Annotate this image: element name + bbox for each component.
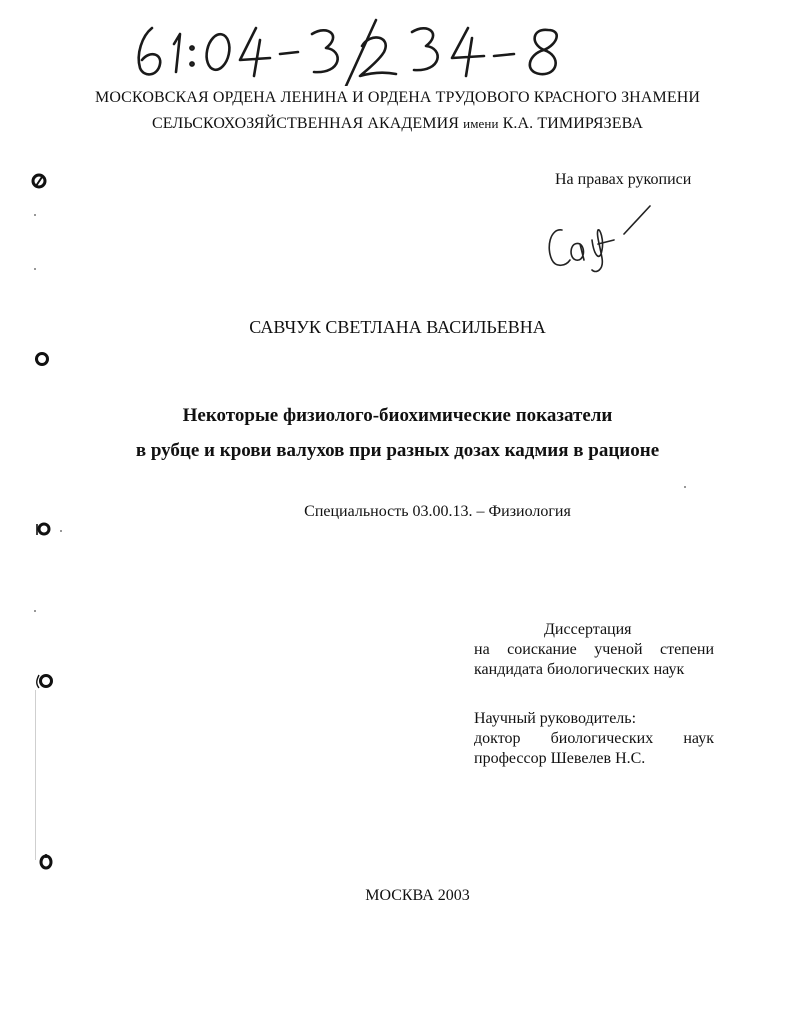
author-name: САВЧУК СВЕТЛАНА ВАСИЛЬЕВНА bbox=[249, 317, 546, 337]
supervisor-heading: Научный руководитель: bbox=[474, 710, 637, 727]
dissertation-info-block bbox=[474, 620, 714, 680]
dissertation-heading: Диссертация bbox=[544, 621, 632, 638]
scan-speck bbox=[34, 214, 36, 216]
institution-academy-name: СЕЛЬСКОХОЗЯЙСТВЕННАЯ АКАДЕМИЯ bbox=[151, 115, 460, 132]
binding-hole-mark-icon bbox=[36, 852, 54, 870]
binding-hole-mark-icon bbox=[34, 520, 52, 538]
scan-speck bbox=[34, 610, 36, 612]
manuscript-rights-note: На правах рукописи bbox=[555, 171, 692, 188]
specialty-line: Специальность 03.00.13. – Физиология bbox=[304, 503, 571, 520]
dissertation-degree-line: на соискание ученой степени bbox=[474, 641, 714, 658]
scan-margin-line bbox=[35, 690, 36, 860]
supervisor-info-block bbox=[474, 709, 714, 769]
binding-hole-mark-icon bbox=[30, 172, 48, 190]
institution-imeni: имени bbox=[463, 116, 499, 131]
institution-name-line-1: МОСКОВСКАЯ ОРДЕНА ЛЕНИНА И ОРДЕНА ТРУДОВОГО КРАСНОГО ЗНАМЕНИ bbox=[95, 89, 700, 106]
dissertation-title-line-1: Некоторые физиолого-биохимические показатели bbox=[182, 405, 613, 426]
institution-namesake: К.А. ТИМИРЯЗЕВА bbox=[502, 115, 644, 132]
supervisor-name-line: профессор Шевелев Н.С. bbox=[474, 750, 646, 767]
supervisor-degree-line: доктор биологических наук bbox=[474, 730, 714, 747]
institution-name-line-2 bbox=[0, 114, 795, 134]
binding-hole-mark-icon bbox=[33, 350, 51, 368]
author-signature bbox=[540, 200, 660, 280]
scan-speck bbox=[34, 268, 36, 270]
dissertation-field-line: кандидата биологических наук bbox=[474, 661, 685, 678]
scan-speck bbox=[60, 530, 62, 532]
scan-speck bbox=[684, 486, 686, 488]
dissertation-title-line-2: в рубце и крови валухов при разных дозах кадмия в рационе bbox=[135, 440, 660, 461]
binding-hole-mark-icon bbox=[36, 672, 54, 690]
handwritten-catalog-number bbox=[130, 14, 600, 86]
city-and-year: МОСКВА 2003 bbox=[365, 887, 470, 904]
